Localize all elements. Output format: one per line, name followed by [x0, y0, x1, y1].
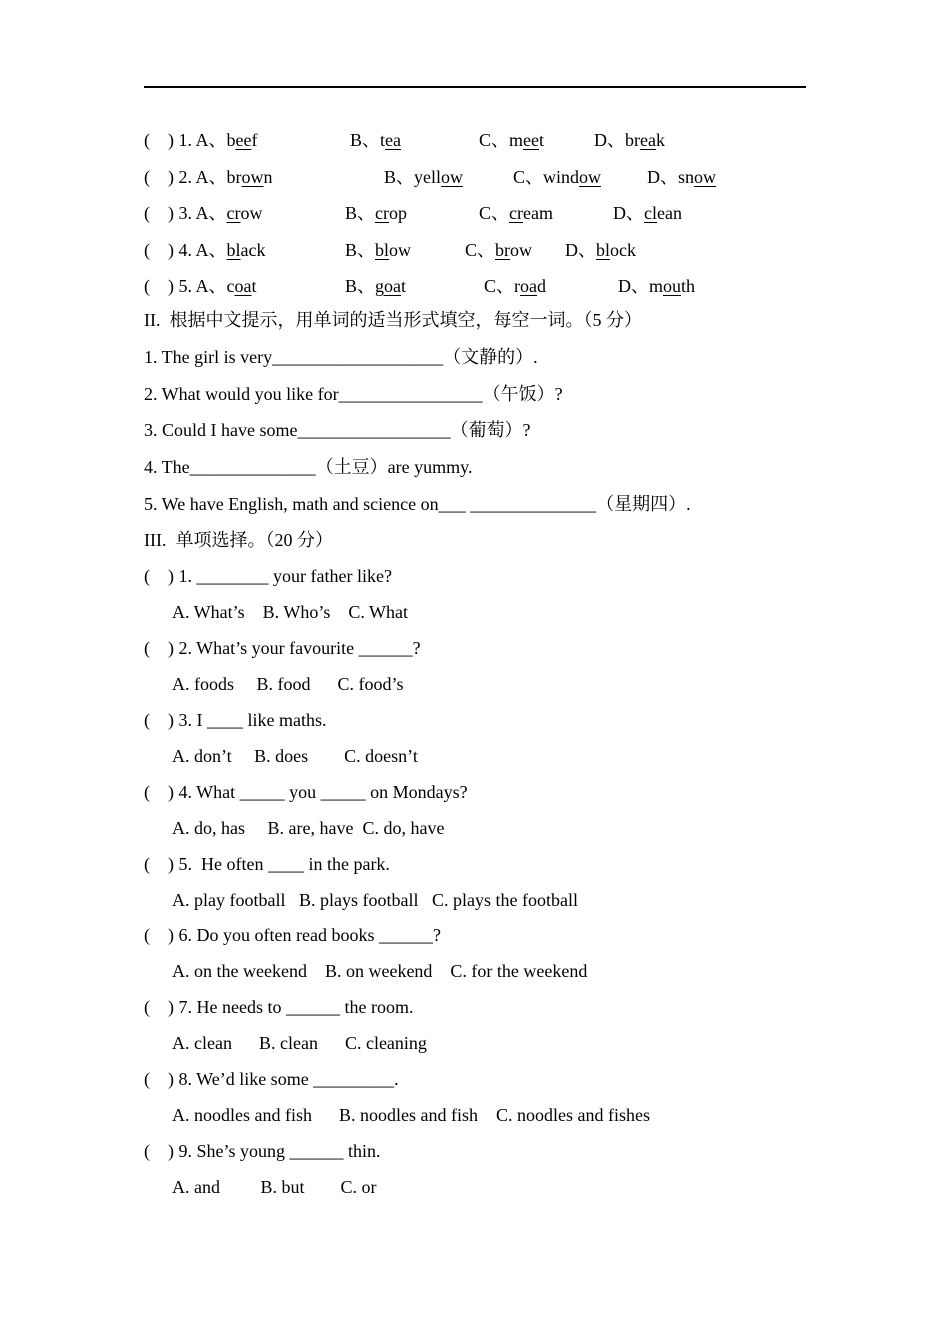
- option-tail: ean: [657, 203, 682, 223]
- part3-question-9: ( ) 9. She’s young ______ thin.: [144, 1141, 381, 1161]
- part2-item-5: 5. We have English, math and science on___ ______________（星期四）.: [144, 494, 691, 514]
- part2-heading: II. 根据中文提示，用单词的适当形式填空，每空一词。（5 分）: [144, 310, 642, 330]
- option-label: D、br: [594, 130, 640, 150]
- part2-item-4: 4. The______________（土豆）are yummy.: [144, 457, 473, 477]
- option-tail: ow: [389, 240, 412, 260]
- underlined-letters: ea: [640, 130, 656, 150]
- part3-question-2: ( ) 2. What’s your favourite ______?: [144, 638, 421, 658]
- part3-question-8: ( ) 8. We’d like some _________.: [144, 1069, 399, 1089]
- option-label: D、: [565, 240, 596, 260]
- underlined-letters: oa: [234, 276, 252, 296]
- option-label: C、: [465, 240, 496, 260]
- part1-q1-option-d: [594, 126, 665, 152]
- option-label: ( ) 3. A、: [144, 203, 227, 223]
- option-tail: ock: [610, 240, 637, 260]
- underlined-letters: ee: [235, 130, 252, 150]
- part1-q2-option-c: [513, 163, 601, 189]
- option-label: D、: [613, 203, 644, 223]
- underlined-letters: ow: [579, 167, 602, 187]
- part1-q1-option-c: [479, 126, 544, 152]
- part3-options-2: A. foods B. food C. food’s: [172, 674, 404, 694]
- option-label: C、wind: [513, 167, 580, 187]
- underlined-letters: cl: [644, 203, 657, 223]
- part3-options-5: A. play football B. plays football C. plays the football: [172, 890, 578, 910]
- option-tail: f: [251, 130, 258, 150]
- part1-q4-option-c: [465, 236, 532, 262]
- part3-options-7: A. clean B. clean C. cleaning: [172, 1033, 427, 1053]
- option-tail: k: [655, 130, 665, 150]
- part3-options-3: A. don’t B. does C. doesn’t: [172, 746, 418, 766]
- underlined-letters: oa: [520, 276, 537, 296]
- part3-options-8: A. noodles and fish B. noodles and fish C. noodles and fishes: [172, 1105, 650, 1125]
- part3-question-6: ( ) 6. Do you often read books ______?: [144, 925, 441, 945]
- underlined-letters: cr: [509, 203, 523, 223]
- part1-q1-option-a: [144, 126, 257, 152]
- header-rule: [144, 86, 806, 88]
- underlined-letters: bl: [596, 240, 611, 260]
- option-tail: d: [537, 276, 546, 296]
- underlined-letters: cr: [375, 203, 389, 223]
- part3-heading: III. 单项选择。（20 分）: [144, 530, 333, 550]
- part3-options-9: A. and B. but C. or: [172, 1177, 377, 1197]
- part3-question-1: ( ) 1. ________ your father like?: [144, 566, 392, 586]
- part1-q1-option-b: [350, 126, 401, 152]
- part3-question-4: ( ) 4. What _____ you _____ on Mondays?: [144, 782, 468, 802]
- part1-q5-option-d: [618, 272, 695, 298]
- option-label: B、yell: [384, 167, 441, 187]
- underlined-letters: cr: [226, 203, 241, 223]
- option-tail: ack: [240, 240, 266, 260]
- part1-q2-option-d: [647, 163, 716, 189]
- option-tail: t: [251, 276, 257, 296]
- part1-q4-option-a: [144, 236, 266, 262]
- part3-question-3: ( ) 3. I ____ like maths.: [144, 710, 327, 730]
- part2-item-2: 2. What would you like for________________（午饭）?: [144, 384, 563, 404]
- underlined-letters: goa: [375, 276, 402, 296]
- option-tail: n: [263, 167, 273, 187]
- part3-options-4: A. do, has B. are, have C. do, have: [172, 818, 445, 838]
- option-label: D、sn: [647, 167, 695, 187]
- option-label: C、: [479, 203, 510, 223]
- part1-q5-option-a: [144, 272, 257, 298]
- part1-q5-option-c: [484, 272, 546, 298]
- part1-q5-option-b: [345, 272, 406, 298]
- option-label: B、: [345, 276, 376, 296]
- option-tail: eam: [523, 203, 553, 223]
- part1-q3-option-d: [613, 199, 682, 225]
- underlined-letters: ow: [441, 167, 463, 187]
- part1-q2-option-a: [144, 163, 273, 189]
- underlined-letters: ou: [663, 276, 681, 296]
- part1-q3-option-c: [479, 199, 553, 225]
- option-label: ( ) 1. A、b: [144, 130, 236, 150]
- part3-question-7: ( ) 7. He needs to ______ the room.: [144, 997, 414, 1017]
- part1-q4-option-d: [565, 236, 636, 262]
- underlined-letters: ow: [694, 167, 717, 187]
- option-label: ( ) 5. A、c: [144, 276, 235, 296]
- option-tail: th: [681, 276, 696, 296]
- part1-q2-option-b: [384, 163, 463, 189]
- option-label: B、: [345, 203, 376, 223]
- option-label: B、: [345, 240, 376, 260]
- option-tail: ow: [240, 203, 263, 223]
- underlined-letters: ow: [241, 167, 264, 187]
- underlined-letters: br: [495, 240, 511, 260]
- option-tail: t: [539, 130, 545, 150]
- part1-q4-option-b: [345, 236, 411, 262]
- option-tail: t: [401, 276, 407, 296]
- part1-q3-option-a: [144, 199, 262, 225]
- option-label: B、t: [350, 130, 386, 150]
- option-label: C、r: [484, 276, 520, 296]
- underlined-letters: bl: [226, 240, 241, 260]
- part3-options-1: A. What’s B. Who’s C. What: [172, 602, 408, 622]
- part3-question-5: ( ) 5. He often ____ in the park.: [144, 854, 390, 874]
- option-label: ( ) 2. A、br: [144, 167, 242, 187]
- underlined-letters: ea: [385, 130, 401, 150]
- part3-options-6: A. on the weekend B. on weekend C. for the weekend: [172, 961, 588, 981]
- part1-q3-option-b: [345, 199, 407, 225]
- option-label: ( ) 4. A、: [144, 240, 227, 260]
- underlined-letters: ee: [523, 130, 539, 150]
- option-tail: op: [389, 203, 407, 223]
- option-label: D、m: [618, 276, 663, 296]
- underlined-letters: bl: [375, 240, 390, 260]
- part2-item-3: 3. Could I have some_________________（葡萄）?: [144, 420, 531, 440]
- part2-item-1: 1. The girl is very___________________（文静的）.: [144, 347, 538, 367]
- option-label: C、m: [479, 130, 524, 150]
- option-tail: ow: [510, 240, 533, 260]
